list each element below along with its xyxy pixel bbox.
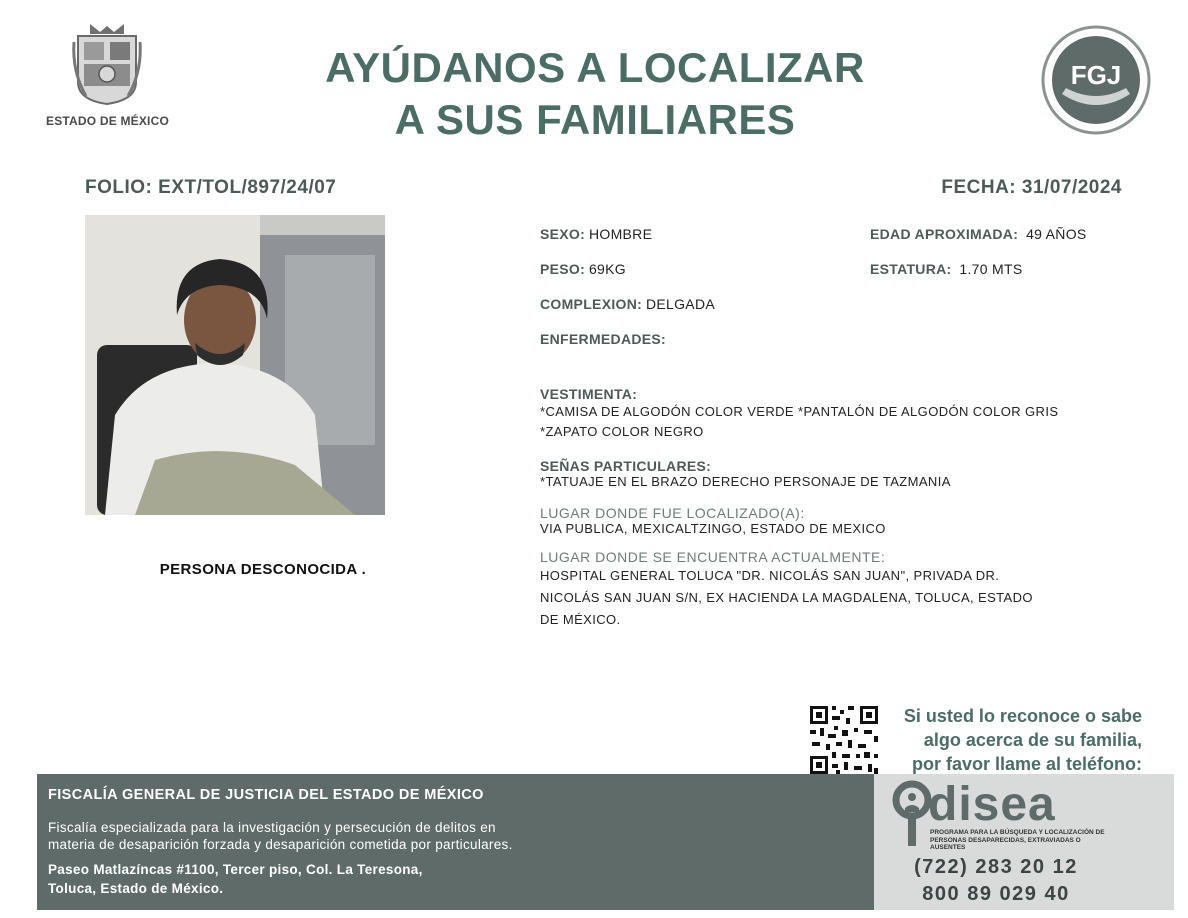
sexo-value: HOMBRE <box>588 226 653 242</box>
lugar-actual-label: LUGAR DONDE SE ENCUENTRA ACTUALMENTE: <box>540 549 886 565</box>
enfermedades-row <box>540 331 666 347</box>
folio <box>85 177 336 199</box>
fgj-logo-text: FGJ <box>1070 60 1122 90</box>
lugar-actual-line-1: HOSPITAL GENERAL TOLUCA "DR. NICOLÁS SAN JUAN", PRIVADA DR. <box>540 568 1000 583</box>
footer-description <box>48 819 628 853</box>
footer-desc-line-2: materia de desaparición forzada y desaparición cometida por particulares. <box>48 837 513 852</box>
vestimenta-label: VESTIMENTA: <box>540 386 638 402</box>
footer-address <box>48 860 628 898</box>
estado-de-mexico-crest-icon <box>70 22 144 106</box>
vestimenta-line-2: *ZAPATO COLOR NEGRO <box>540 424 704 439</box>
estatura-value: 1.70 MTS <box>959 261 1023 277</box>
person-photo-illustration <box>85 215 385 515</box>
footer-addr-line-2: Toluca, Estado de México. <box>48 881 224 896</box>
lugar-localizado-label: LUGAR DONDE FUE LOCALIZADO(A): <box>540 505 805 521</box>
state-logo-label: ESTADO DE MÉXICO <box>46 114 169 128</box>
odisea-subtitle: PROGRAMA PARA LA BÚSQUEDA Y LOCALIZACIÓN DE PERSONAS DESAPARECIDAS, EXTRAVIADAS O AUSENTES <box>930 829 1105 851</box>
page-title <box>240 42 950 146</box>
estatura-label: ESTATURA: <box>870 261 952 277</box>
footer-title: FISCALÍA GENERAL DE JUSTICIA DEL ESTADO DE MÉXICO <box>48 787 484 803</box>
senas-label: SEÑAS PARTICULARES: <box>540 458 712 474</box>
senas-section <box>540 458 1140 490</box>
vestimenta-section <box>540 386 1140 442</box>
edad-value: 49 AÑOS <box>1026 226 1087 242</box>
edad-label: EDAD APROXIMADA: <box>870 226 1019 242</box>
title-line-1: AYÚDANOS A LOCALIZAR <box>325 44 865 91</box>
person-photo <box>85 215 385 515</box>
lugar-actual-line-2: NICOLÁS SAN JUAN S/N, EX HACIENDA LA MAGDALENA, TOLUCA, ESTADO <box>540 590 1033 605</box>
peso-label: PESO: <box>540 261 586 277</box>
cta-line-1: Si usted lo reconoce o sabe <box>903 706 1142 726</box>
title-line-2: A SUS FAMILIARES <box>394 96 796 143</box>
sexo-label: SEXO: <box>540 226 586 242</box>
sexo-row <box>540 226 652 242</box>
folio-label: FOLIO: <box>85 177 153 198</box>
lugar-localizado-value: VIA PUBLICA, MEXICALTZINGO, ESTADO DE MEXICO <box>540 521 886 536</box>
enfermedades-label: ENFERMEDADES: <box>540 331 667 347</box>
odisea-wordmark: disea <box>928 778 1056 831</box>
cta-line-3: por favor llame al teléfono: <box>911 754 1142 774</box>
folio-value: EXT/TOL/897/24/07 <box>158 177 337 198</box>
fecha <box>941 177 1122 199</box>
peso-value: 69KG <box>588 261 626 277</box>
lugar-actual-section <box>540 549 1140 631</box>
complexion-value: DELGADA <box>645 296 715 312</box>
footer-addr-line-1: Paseo Matlazíncas #1100, Tercer piso, Col. La Teresona, <box>48 862 423 877</box>
phone-number-2[interactable]: 800 89 029 40 <box>922 883 1070 905</box>
vestimenta-line-1: *CAMISA DE ALGODÓN COLOR VERDE *PANTALÓN DE ALGODÓN COLOR GRIS <box>540 404 1059 419</box>
lugar-localizado-section <box>540 505 1140 537</box>
lugar-actual-line-3: DE MÉXICO. <box>540 612 621 627</box>
phone-number-1[interactable]: (722) 283 20 12 <box>914 856 1078 878</box>
qr-code-icon[interactable] <box>808 704 880 776</box>
estatura-row <box>870 261 1023 277</box>
cta-line-2: algo acerca de su familia, <box>923 730 1142 750</box>
estado-de-mexico-logo <box>40 18 175 130</box>
fecha-value: 31/07/2024 <box>1021 177 1122 198</box>
photo-caption: PERSONA DESCONOCIDA . <box>159 561 367 578</box>
footer-desc-line-1: Fiscalía especializada para la investigación y persecución de delitos en <box>48 820 496 835</box>
peso-row <box>540 261 626 277</box>
complexion-row <box>540 296 715 312</box>
edad-row <box>870 226 1087 242</box>
call-to-action <box>880 704 1142 776</box>
fgj-seal-icon <box>1040 24 1152 136</box>
complexion-label: COMPLEXION: <box>540 296 643 312</box>
odisea-pin-icon <box>892 780 932 850</box>
fecha-label: FECHA: <box>941 177 1017 198</box>
senas-value: *TATUAJE EN EL BRAZO DERECHO PERSONAJE DE TAZMANIA <box>540 474 951 489</box>
